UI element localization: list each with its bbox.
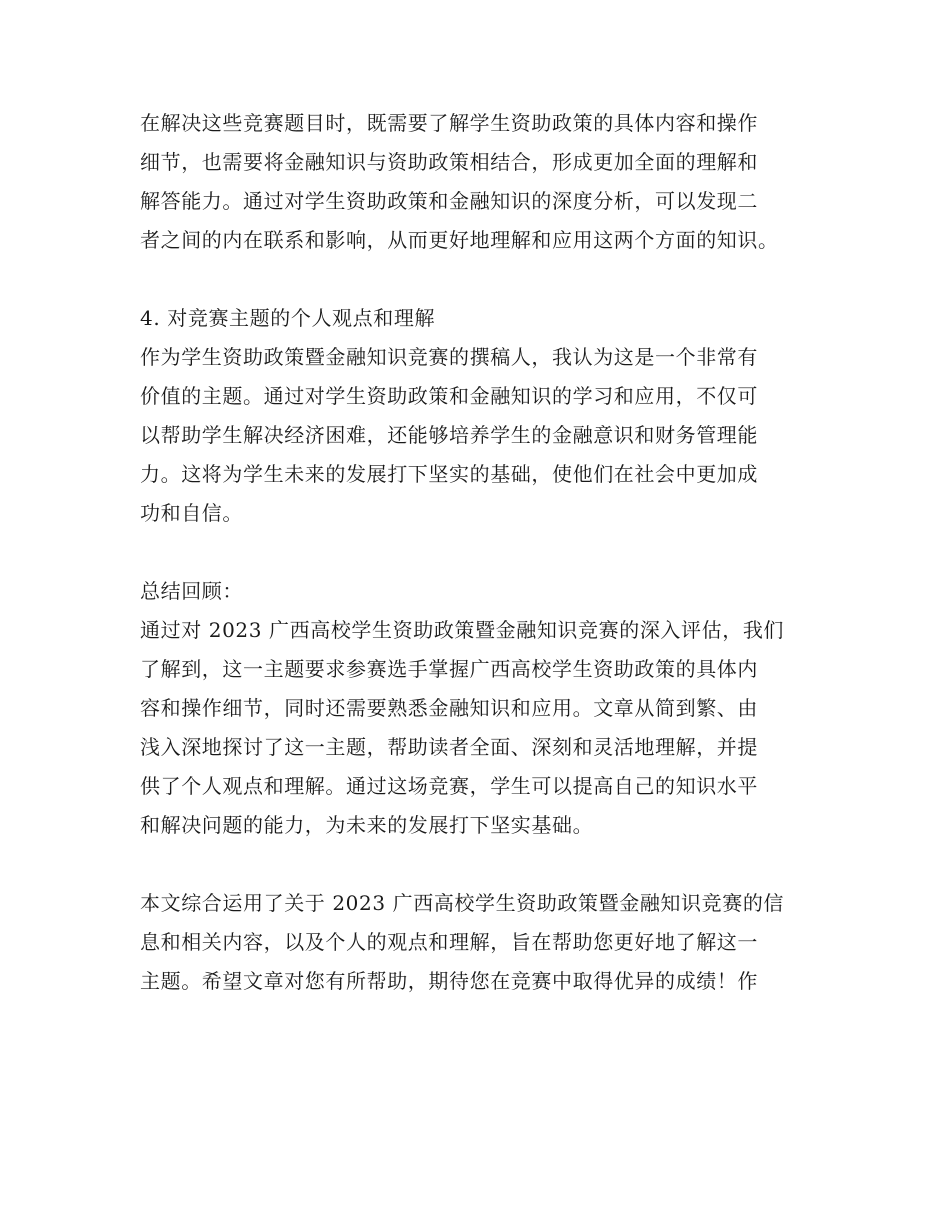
paragraph-line: 了解到，这一主题要求参赛选手掌握广西高校学生资助政策的具体内 [140,657,758,681]
paragraph-line: 力。这将为学生未来的发展打下坚实的基础，使他们在社会中更加成 [140,462,758,486]
paragraph-line: 在解决这些竞赛题目时，既需要了解学生资助政策的具体内容和操作 [140,111,758,135]
paragraph-line: 供了个人观点和理解。通过这场竞赛，学生可以提高自己的知识水平 [140,774,758,798]
paragraph-line: 和解决问题的能力，为未来的发展打下坚实基础。 [140,813,594,837]
paragraph-analysis [140,104,840,260]
section-personal-view [140,299,840,533]
section-heading: 4. 对竞赛主题的个人观点和理解 [140,306,436,330]
paragraph-line: 容和操作细节，同时还需要熟悉金融知识和应用。文章从简到繁、由 [140,696,758,720]
paragraph-spacer [140,260,840,299]
paragraph-line: 本文综合运用了关于 2023 广西高校学生资助政策暨金融知识竞赛的信 [140,891,785,915]
paragraph-closing [140,884,840,1001]
paragraph-line: 作为学生资助政策暨金融知识竞赛的撰稿人，我认为这是一个非常有 [140,345,758,369]
section-heading: 总结回顾： [140,579,243,603]
section-summary [140,572,840,845]
paragraph-line: 价值的主题。通过对学生资助政策和金融知识的学习和应用，不仅可 [140,384,758,408]
paragraph-line: 者之间的内在联系和影响，从而更好地理解和应用这两个方面的知识。 [140,228,779,252]
paragraph-spacer [140,845,840,884]
paragraph-line: 细节，也需要将金融知识与资助政策相结合，形成更加全面的理解和 [140,150,758,174]
paragraph-line: 解答能力。通过对学生资助政策和金融知识的深度分析，可以发现二 [140,189,758,213]
paragraph-line: 以帮助学生解决经济困难，还能够培养学生的金融意识和财务管理能 [140,423,758,447]
paragraph-line: 主题。希望文章对您有所帮助，期待您在竞赛中取得优异的成绩！作 [140,969,758,993]
paragraph-line: 通过对 2023 广西高校学生资助政策暨金融知识竞赛的深入评估，我们 [140,618,785,642]
paragraph-line: 功和自信。 [140,501,243,525]
paragraph-line: 息和相关内容，以及个人的观点和理解，旨在帮助您更好地了解这一 [140,930,758,954]
document-body [140,104,840,1001]
paragraph-line: 浅入深地探讨了这一主题，帮助读者全面、深刻和灵活地理解，并提 [140,735,758,759]
paragraph-spacer [140,533,840,572]
